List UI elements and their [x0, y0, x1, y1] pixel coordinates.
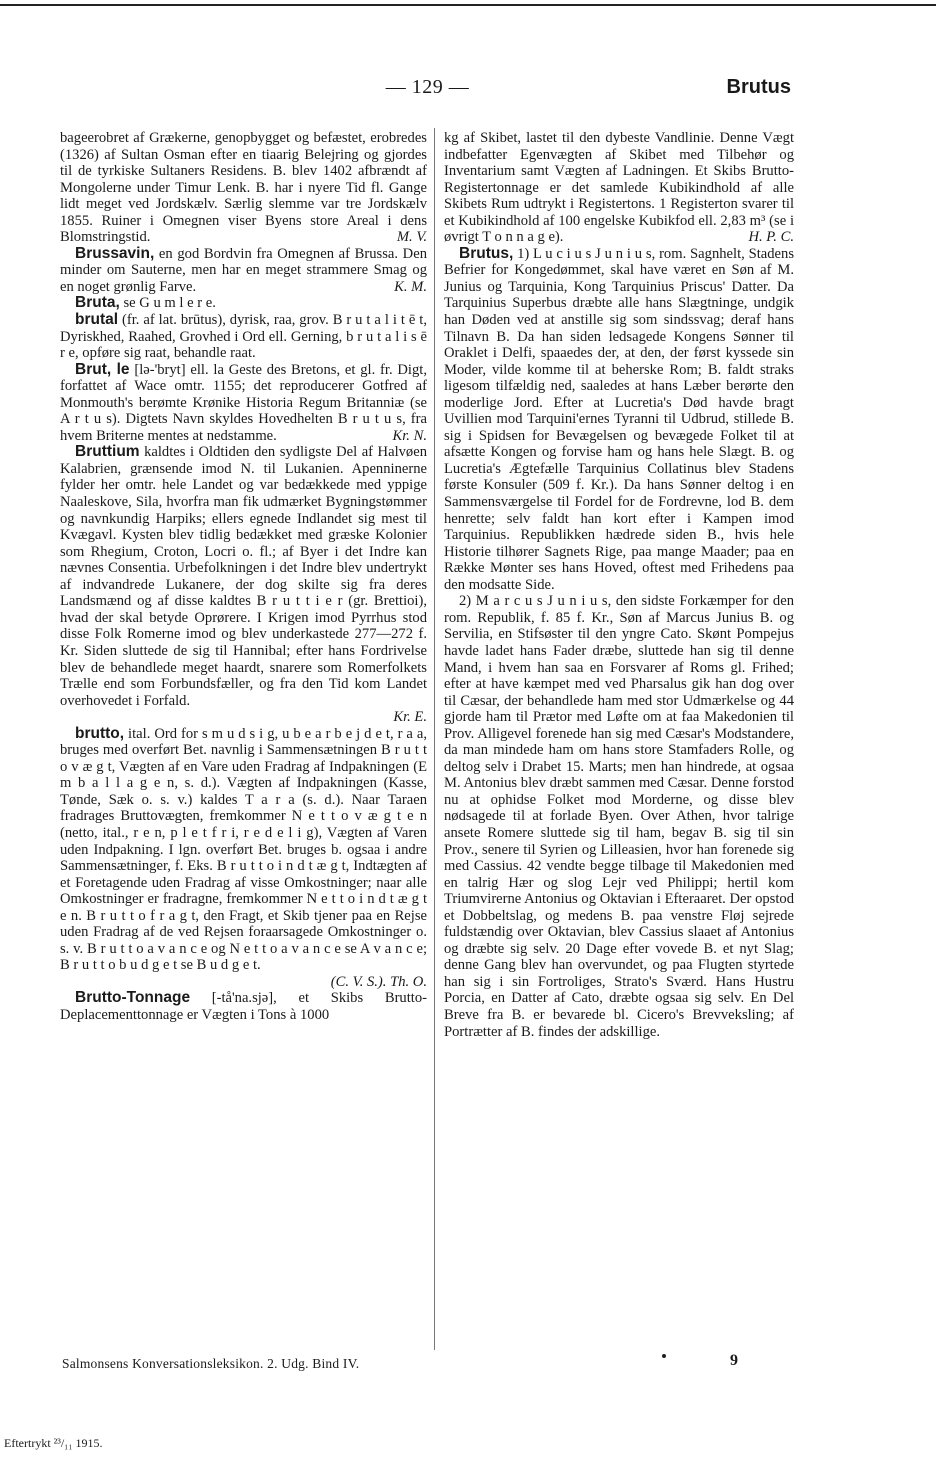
- column-divider: [434, 128, 435, 1350]
- entry-brutus: [444, 246, 794, 593]
- headword: Brussavin,: [75, 244, 155, 262]
- top-rule: [0, 4, 936, 6]
- entry-text: (fr. af lat. brūtus), dyrisk, raa, grov. B r u t a l i t ē t, Dyriskhed, Raahed, Grovhed i Ord ell. Gerning, b r u t a l i s ē r e, opføre sig raat, behandle raat.: [60, 312, 427, 362]
- entry-text: se G u m l e r e.: [119, 295, 216, 312]
- headword: Brutto-Tonnage: [75, 989, 191, 1007]
- print-speck: [662, 1354, 666, 1358]
- right-column: [444, 130, 794, 1040]
- author-signature: M. V.: [396, 229, 427, 246]
- entry-text: 1) L u c i u s J u n i u s, rom. Sagnhelt, Stadens Befrier for Kongedømmet, skal have været en Søn af M. Junius og Tarquinia, Kong Tarquinius Priscus' Datter. Da Tarquinius Superbus dræbte alle hans Slægtninge, undgik han Døden ved at anstille sig som sindssvag; deraf hans Tilnavn B. Da han siden ledsagede Kongens Sønner til Oraklet i Delfi, spaaedes der, at den, der først kyssede sin Moder, vilde komme til at beherske Rom; B. faldt straks ligesom tilfældig ned, saaledes at hans Læber berørte den moderlige Jord. Efter at Lucretia's Død havde bragt Uvillien mod Tarquini'ernes Tyranni til Udbrud, stillede B. sig i Spidsen for Bevægelsen og bevægede Folket til at afsætte Kongen og forvise ham og hans hele Slægt. B. og Lucretia's Ægtefælle Tarquinius Collatinus blev Stadens første Konsuler (509 f. Kr.). Da hans Sønner deltog i en Sammensværgelse til Fordel for de Fordrevne, lod B. dem henrette; selv faldt han kort efter i Kampen imod Tarquinius. Republikken hædrede siden B., hvis hele Historie tilhører Sagnets Rige, paa mange Maader; paa en Række Mønter ses hans Hoved, oftest med Frihedens paa den modsatte Side.: [444, 245, 794, 593]
- headword: brutto,: [75, 724, 125, 742]
- entry-brussavin: [60, 246, 427, 296]
- continued-entry: [444, 130, 794, 246]
- headword: Brutus,: [459, 244, 514, 262]
- entry-brutto: [60, 726, 427, 974]
- entry-text: bageerobret af Grækerne, genopbygget og befæstet, erobredes (1326) af Sultan Osman efter en tiaarig Belejring og gjordes til de tyrkiske Sultaners Residens. B. blev 1402 afbrændt af Mongolerne under Timur Lenk. B. har i nyere Tid fl. Gange lidt meget ved Jordskælv. Særlig slemme var tre Jordskælv 1855. Ruiner i Omegnen viser Byens store Areal i dens Blomstringstid.: [60, 130, 427, 246]
- entry-text: en god Bordvin fra Omegnen af Brussa. Den minder om Sauterne, men har en meget strammere Smag og en noget grønlig Farve.: [60, 245, 427, 295]
- entry-bruttium: [60, 444, 427, 709]
- entry-text: kaldtes i Oldtiden den sydligste Del af Halvøen Kalabrien, grænsende imod N. til Lukanien. Apenninerne fylder her omtr. hele Landet og var bedækkede med yppige Naaleskove, Sila, hvorfra man fik udmærket Bygningstømmer og navnkundig Harpiks; ellers egnede Indlandet sig mest til Kvægavl. Kysten blev tidlig bedækket med græske Kolonier som Rhegium, Croton, Locri o. fl.; af Byer i det Indre kan nævnes Consentia. Urbefolkningen i det Indre blev undertrykt af indvandrede Lukanere, der dog skilte sig fra deres Landsmænd og af disse kaldtes B r u t t i e r (gr. Brettioi), hvad der skal betyde Oprørere. I Krigen imod Pyrrhus stod disse Folk Romerne imod og blev underkastede 277—272 f. Kr. Siden sluttede de sig til Hannibal; efter hans Fordrivelse blev de behandlede meget haardt, snarere som Romerfolkets Trælle end som Forbundsfæller, og fra den Tid kom Landet overhovedet i Forfald.: [60, 444, 427, 709]
- headword: Brut, le: [75, 360, 130, 378]
- entry-brutal: [60, 312, 427, 362]
- entry-text: ital. Ord for s m u d s i g, u b e a r b e j d e t, r a a, bruges med overført Bet. navnlig i Sammensætningen B r u t t o v æ g t, Vægten af en Vare uden Fradrag af Indpakningen (E m b a l l a g e n, s. d.). Vægten af Indpakningen (Kasse, Tønde, Sæk o. s. v.) kaldes T a r a (s. d.). Naar Taraen fradrages Bruttovægten, fremkommer N e t t o v æ g t e n (netto, ital., r e n, p l e t f r i, r e d e l i g), Vægten af Varen uden Indpakning. I lgn. overført Bet. bruges b. ogsaa i andre Sammensætninger, f. Eks. B r u t t o i n d t æ g t, Indtægten af et Foretagende uden Fradrag af visse Omkostninger; naar alle Omkostninger er fradragne, fremkommer N e t t o i n d t æ g t e n. B r u t t o f r a g t, den Fragt, et Skib tjener paa en Rejse uden Fradrag af de ved Rejsen foraarsagede Omkostninger o. s. v. B r u t t o a v a n c e og N e t t o a v a n c e se A v a n c e; B r u t t o b u d g e t se B u d g e t.: [60, 725, 427, 974]
- entry-text: [-tå'na.sjə], et Skibs Brutto-Deplacementtonnage er Vægten i Tons à 1000: [60, 990, 427, 1023]
- left-column: [60, 130, 427, 1024]
- page-header: [60, 76, 795, 102]
- entry-brutus-marcus: [444, 593, 794, 1040]
- author-signature: K. M.: [394, 278, 427, 295]
- author-signature: Kr. E.: [393, 709, 427, 726]
- entry-bruta: [60, 295, 427, 312]
- entry-text: [lə-'bryt] ell. la Geste des Bretons, et gl. fr. Digt, forfattet af Wace omtr. 1155; det reproducerer Gotfred af Monmouth's berømte Krønike Historia Regum Britanniæ (se A r t u s). Digtets Navn skyldes Hovedhelten B r u t u s, fra hvem Briterne mentes at nedstamme.: [60, 361, 427, 444]
- continued-entry: [60, 130, 427, 246]
- page-number: — 129 —: [385, 76, 470, 98]
- author-signature: (C. V. S.). Th. O.: [330, 973, 427, 990]
- author-signature: H. P. C.: [748, 229, 794, 246]
- entry-text: 2) M a r c u s J u n i u s, den sidste Forkæmper for den rom. Republik, f. 85 f. Kr., Søn af Marcus Junius B. og Servilia, en Stifsøster til den yngre Cato. Skønt Pompejus havde ladet hans Fader dræbe, sluttede han sig til denne Mand, i hvem han saa en Forsvarer af Roms gl. Frihed; efter at have kæmpet med ved Pharsalus gik han dog over til Cæsar, der behandlede ham med stor Udmærkelse og 44 gjorde ham til Prætor med Løfte om at faa Makedonien til Prov. Alligevel forenede han sig med Cæsar's Modstandere, da man mindede ham om hans store Stamfaders Rolle, og deltog selv i Drabet 15. Marts; men han hindrede, at ogsaa M. Antonius blev dræbt sammen med Cæsar. Denne forstod nu at ophidse Folket mod Morderne, og disse blev nødsagede til at forlade Byen. Over Athen, hvor talrige ansete Romere sluttede sig til ham, begav B. sig til sin Prov., senere til Syrien og Lilleasien, hvor han forenede sig med Cassius. 42 vendte begge tilbage til Makedonien med en talrig Hær og slog Lejr ved Philippi; hertil kom Triumvirerne Antonius og Oktavian i Efteraaret. Der opstod et Dobbeltslag, og medens B. paa venstre Fløj sejrede fuldstændig over Oktavian, blev Cassius slaaet af Antonius og dræbte sig selv. 20 Dage efter vovede B. et nyt Slag; denne Gang blev han overvundet, og paa Flugten styrtede han sig i sin Fortroliges, Strato's Sværd. Hans Hustru Porcia, en Datter af Cato, dræbte ogsaa sig selv. En Del Breve fra B. er bevarede bl. Cicero's Brevveksling; af Portrætter af B. findes der adskillige.: [444, 593, 794, 1040]
- entry-brut-le: [60, 362, 427, 445]
- entry-text: kg af Skibet, lastet til den dybeste Vandlinie. Denne Vægt indbefatter Egenvægten af Skibet med Tilbehør og Inventarium samt Vægten af Ladningen. Et Skibs Brutto-Registertonnage er det samlede Kubikindhold af alle Skibets Rum udtrykt i Registertons. 1 Registerton svarer til et Kubikindhold af 100 engelske Kubikfod ell. 2,83 m³ (se i øvrigt T o n n a g e).: [444, 130, 794, 246]
- reprint-note: Eftertrykt ²³/₁₁ 1915.: [4, 1436, 103, 1450]
- headword: Bruta,: [75, 294, 120, 312]
- running-head: Brutus: [726, 76, 791, 98]
- headword: Bruttium: [75, 443, 140, 461]
- author-signature: Kr. N.: [392, 427, 427, 444]
- entry-brutto-tonnage: [60, 990, 427, 1023]
- sheet-number: 9: [730, 1352, 738, 1369]
- headword: brutal: [75, 311, 119, 329]
- publication-line: Salmonsens Konversationsleksikon. 2. Udg. Bind IV.: [62, 1356, 360, 1371]
